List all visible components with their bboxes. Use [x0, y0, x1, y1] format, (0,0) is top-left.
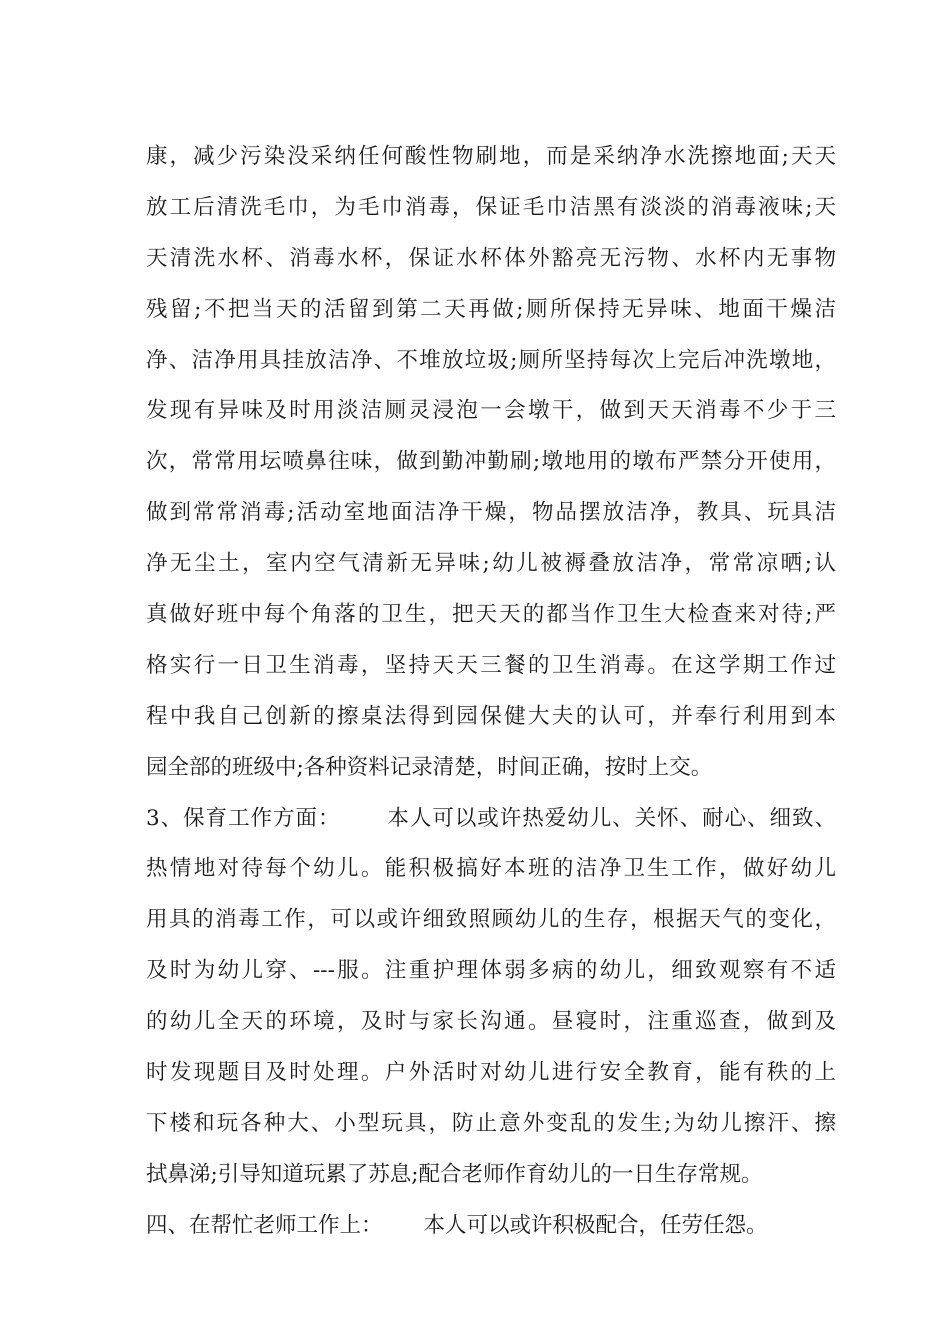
text-line: 天清洗水杯、消毒水杯，保证水杯体外豁亮无污物、水杯内无事物	[146, 245, 836, 271]
text-line: 次，常常用坛喷鼻往味，做到勤冲勤刷;墩地用的墩布严禁分开使用，	[146, 449, 836, 475]
section-heading-line: 3、保育工作方面： 本人可以或许热爱幼儿、关怀、耐心、细致、	[146, 805, 836, 831]
text-line: 热情地对待每个幼儿。能积极搞好本班的洁净卫生工作，做好幼儿	[146, 856, 836, 882]
text-line: 发现有异味及时用淡洁厕灵浸泡一会墩干，做到天天消毒不少于三	[146, 398, 836, 424]
text-line: 净无尘土，室内空气清新无异味;幼儿被褥叠放洁净，常常凉晒;认	[146, 551, 836, 577]
text-line: 做到常常消毒;活动室地面洁净干燥，物品摆放洁净，教具、玩具洁	[146, 500, 836, 526]
text-line: 放工后清洗毛巾，为毛巾消毒，保证毛巾洁黑有淡淡的消毒液味;天	[146, 194, 836, 220]
text-line: 的幼儿全天的环境，及时与家长沟通。昼寝时，注重巡查，做到及	[146, 1009, 836, 1035]
text-line: 残留;不把当天的活留到第二天再做;厕所保持无异味、地面干燥洁	[146, 296, 836, 322]
body-text	[146, 132, 836, 1252]
text-line: 净、洁净用具挂放洁净、不堆放垃圾;厕所坚持每次上完后冲洗墩地，	[146, 347, 836, 373]
text-line: 康，减少污染没采纳任何酸性物刷地，而是采纳净水洗擦地面;天天	[146, 144, 836, 169]
text-line: 用具的消毒工作，可以或许细致照顾幼儿的生存，根据天气的变化，	[146, 907, 836, 933]
text-line: 时发现题目及时处理。户外活时对幼儿进行安全教育，能有秩的上	[146, 1060, 836, 1086]
text-line: 程中我自己创新的擦桌法得到园保健大夫的认可，并奉行利用到本	[146, 703, 836, 729]
text-line: 园全部的班级中;各种资料记录清楚，时间正确，按时上交。	[146, 754, 713, 780]
text-line: 格实行一日卫生消毒，坚持天天三餐的卫生消毒。在这学期工作过	[146, 652, 836, 678]
text-line: 拭鼻涕;引导知道玩累了苏息;配合老师作育幼儿的一日生存常规。	[146, 1161, 763, 1187]
text-line: 下楼和玩各种大、小型玩具，防止意外变乱的发生;为幼儿擦汗、擦	[146, 1110, 836, 1136]
text-line: 真做好班中每个角落的卫生，把天天的都当作卫生大检查来对待;严	[146, 602, 836, 628]
text-line: 及时为幼儿穿、---服。注重护理体弱多病的幼儿，细致观察有不适	[146, 958, 836, 984]
section-heading-line: 四、在帮忙老师工作上： 本人可以或许积极配合，任劳任怨。	[146, 1212, 768, 1238]
